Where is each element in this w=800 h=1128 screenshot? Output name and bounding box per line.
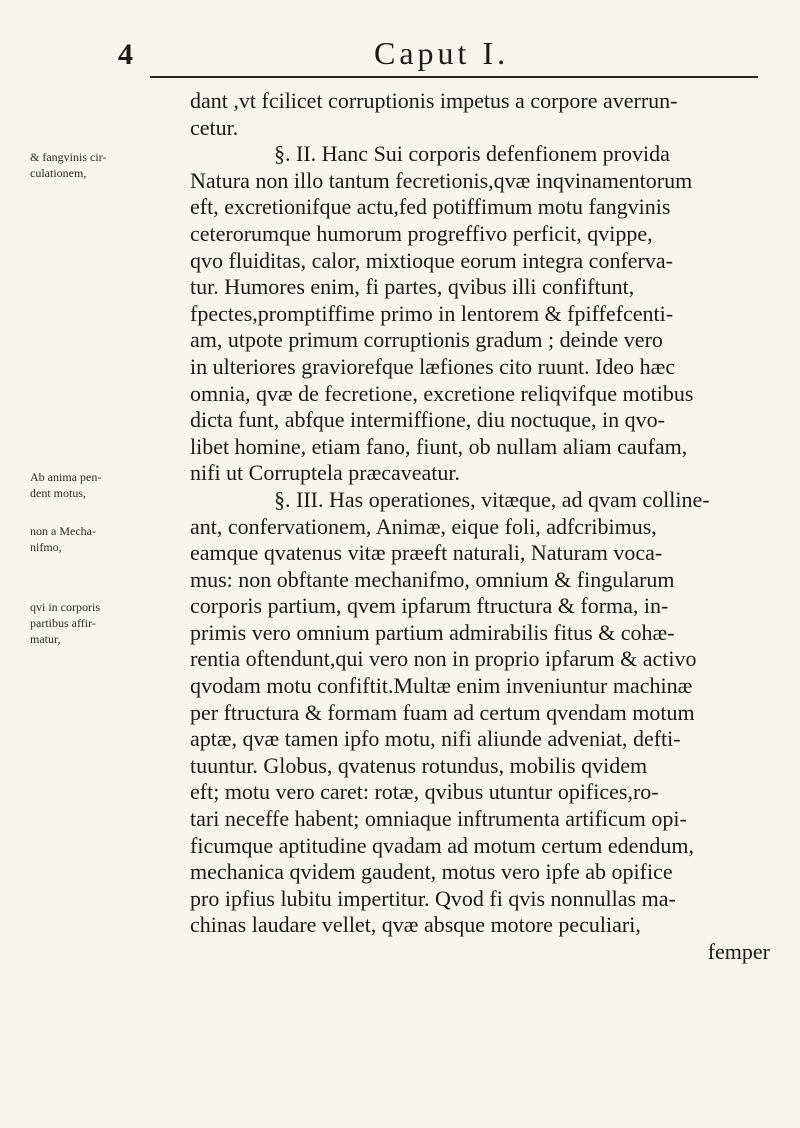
margin-note: partibus affir- [30,616,96,630]
text-line: per ftructura & formam fuam ad certum qvendam motum [190,699,695,725]
text-line: aptæ, qvæ tamen ipfo motu, nifi aliunde adveniat, defti- [190,726,681,752]
text-line: tur. Humores enim, fi partes, qvibus illi confiftunt, [190,274,635,300]
text-line: nifi ut Corruptela præcaveatur. [190,460,461,486]
text-line: fpectes,promptiffime primo in lentorem & fpiffefcenti- [190,300,674,326]
margin-note: nifmo, [30,540,62,554]
text-line: tuuntur. Globus, qvatenus rotundus, mobilis qvidem [190,752,648,778]
text-line: corporis partium, qvem ipfarum ftructura & forma, in- [190,593,669,619]
text-line: Natura non illo tantum fecretionis,qvæ inqvinamentorum [190,167,693,193]
margin-note: dent motus, [30,486,86,500]
running-head: Caput I. [374,35,510,71]
text-line: tari neceffe habent; omniaque inftrumenta artificum opi- [190,806,687,832]
margin-note: culationem, [30,166,87,180]
text-line: rentia oftendunt,qui vero non in proprio ipfarum & activo [190,646,697,672]
text-line: pro ipfius lubitu impertitur. Qvod fi qvis nonnullas ma- [190,885,676,911]
catchword: femper [707,939,770,964]
margin-note: non a Mecha- [30,524,96,538]
margin-note: Ab anima pen- [30,470,102,484]
text-line: in ulteriores graviorefque læfiones cito ruunt. Ideo hæc [190,353,676,379]
text-line: eamque qvatenus vitæ præeft naturali, Naturam voca- [190,540,663,566]
header-rule [150,76,758,78]
text-line: mus: non obftante mechanifmo, omnium & fingularum [190,566,675,592]
text-line: primis vero omnium partium admirabilis fitus & cohæ- [190,619,675,645]
text-line: cetur. [190,114,239,140]
text-line: dicta funt, abfque intermiffione, diu noctuque, in qvo- [190,407,665,433]
text-line: am, utpote primum corruptionis gradum ; deinde vero [190,327,663,353]
text-line: libet homine, etiam fano, fiunt, ob nullam aliam caufam, [190,433,688,459]
text-line: §. III. Has operationes, vitæque, ad qvam colline- [274,486,710,512]
text-line: ficumque aptitudine qvadam ad motum certum edendum, [190,832,695,858]
text-line: omnia, qvæ de fecretione, excretione reliqvifque motibus [190,380,694,406]
text-line: §. II. Hanc Sui corporis defenfionem provida [274,141,670,167]
margin-note: & fangvinis cir- [30,150,107,164]
text-line: qvo fluiditas, calor, mixtioque eorum integra conferva- [190,247,673,273]
text-line: ant, confervationem, Animæ, eique foli, adfcribimus, [190,513,657,539]
body-text [190,88,770,966]
text-line: ceterorumque humorum progreffivo perficit, qvippe, [190,220,653,246]
text-line: dant ,vt fcilicet corruptionis impetus a corpore averrun- [190,88,678,113]
text-line: chinas laudare vellet, qvæ absque motore peculiari, [190,912,641,938]
text-line: eft, excretionifque actu,fed potiffimum motu fangvinis [190,194,671,220]
text-line: qvodam motu confiftit.Multæ enim inveniuntur machinæ [190,673,693,699]
page-number: 4 [118,38,133,71]
margin-note: qvi in corporis [30,600,100,614]
margin-note: matur, [30,632,61,646]
text-line: eft; motu vero caret: rotæ, qvibus utuntur opifices,ro- [190,779,659,805]
text-line: mechanica qvidem gaudent, motus vero ipfe ab opifice [190,859,673,885]
